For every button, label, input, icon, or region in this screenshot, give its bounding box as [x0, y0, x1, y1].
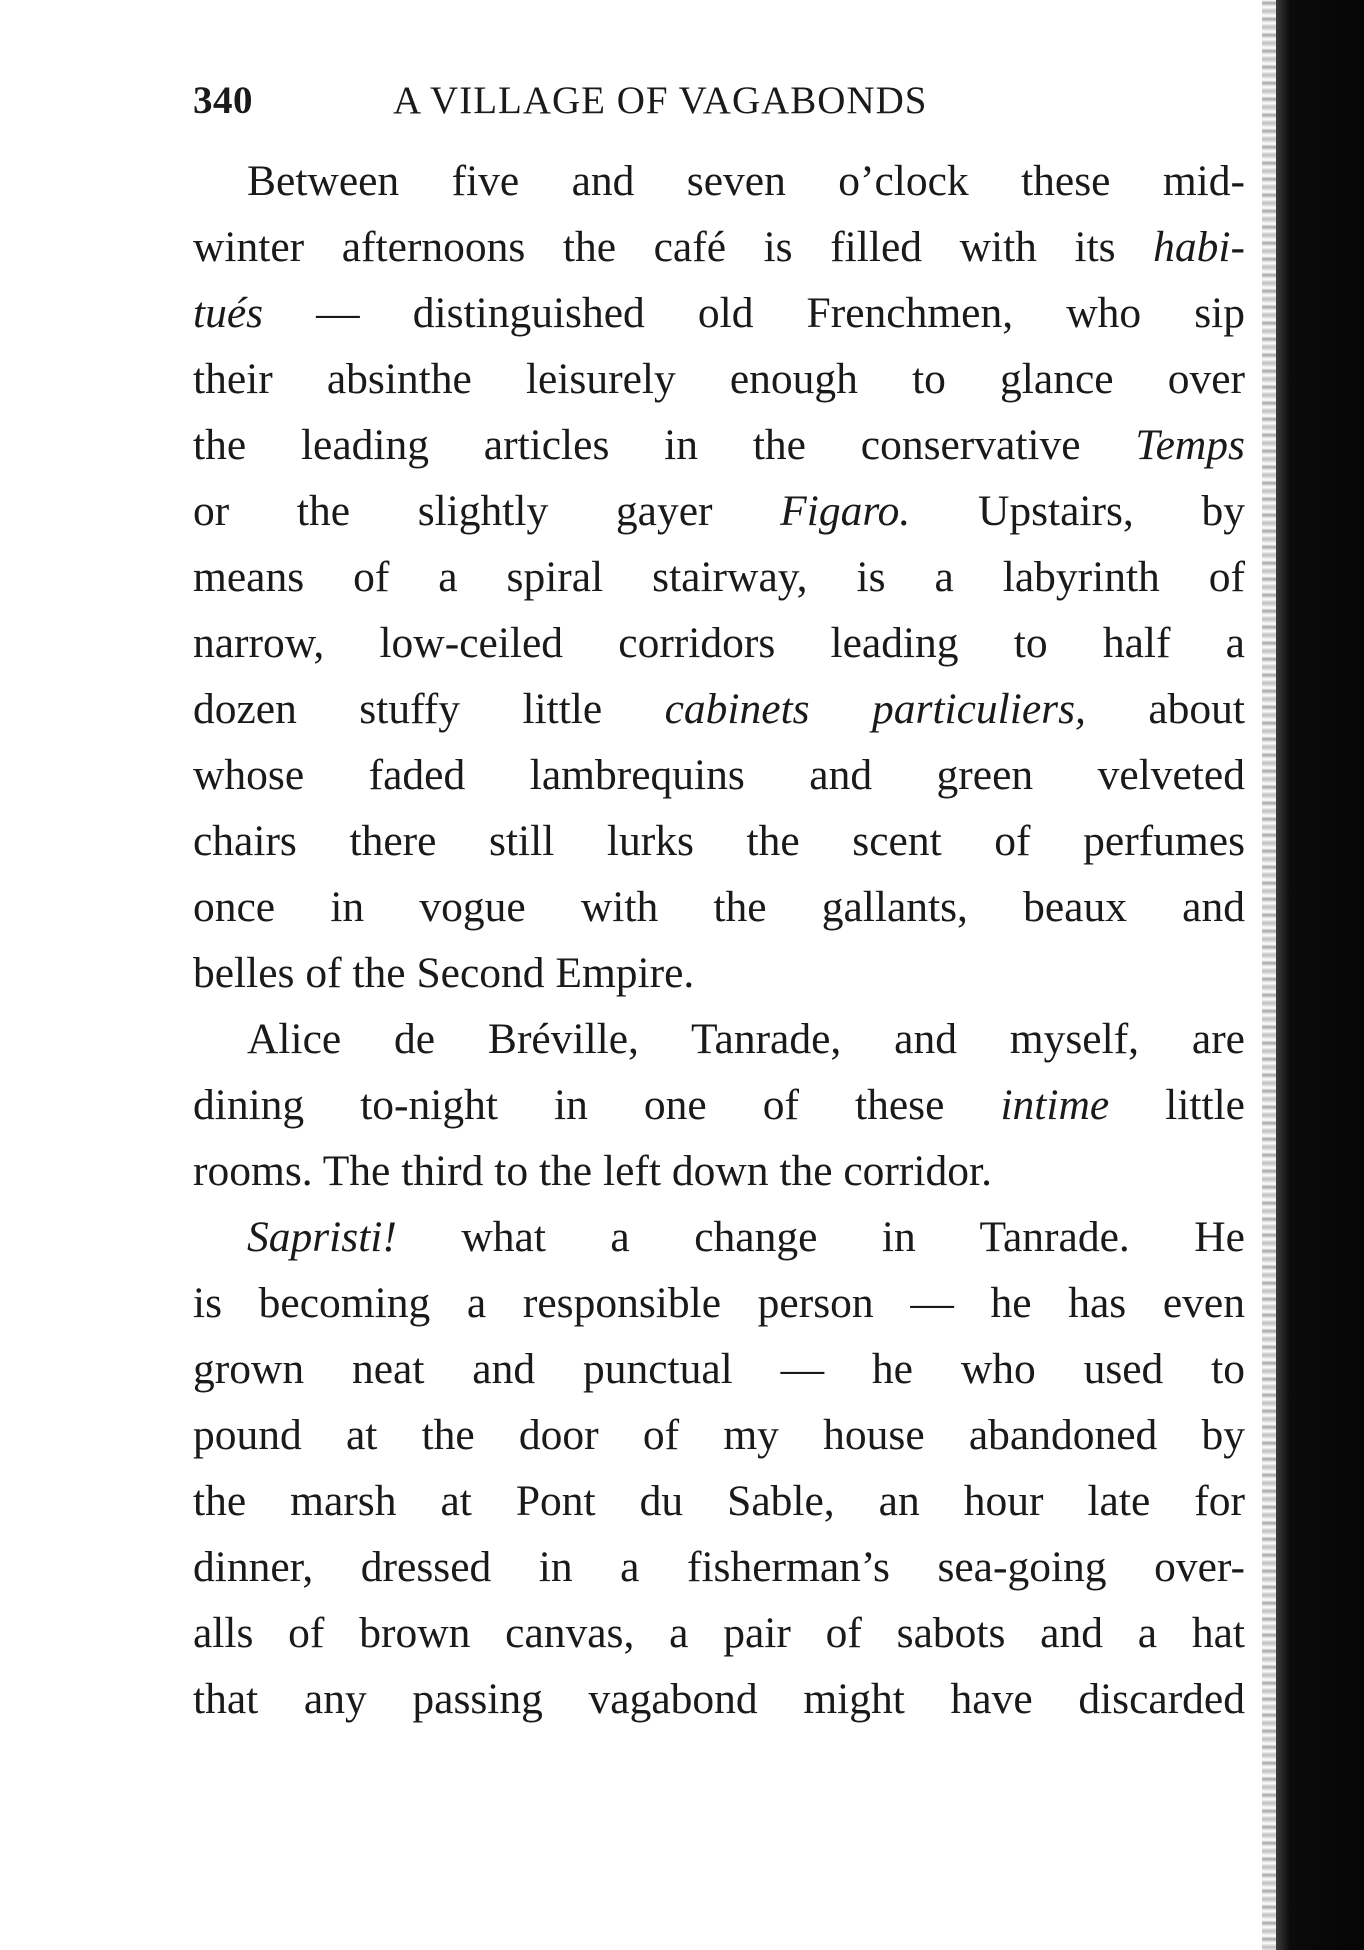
italic-phrase: cabinets particuliers,: [664, 685, 1086, 733]
italic-phrase: tués: [193, 289, 264, 337]
text-line: pound at the door of my house abandoned by: [193, 1411, 1245, 1459]
text-line: means of a spiral stairway, is a labyrinth of: [193, 553, 1245, 601]
paragraph: [193, 148, 1245, 1006]
text-line: once in vogue with the gallants, beaux and: [193, 883, 1245, 931]
text-line: rooms. The third to the left down the corridor.: [193, 1147, 992, 1195]
text-line: or the slightly gayer Figaro. Upstairs, by: [193, 487, 1245, 535]
page-number: 340: [193, 79, 253, 122]
text-line: narrow, low-ceiled corridors leading to half a: [193, 619, 1245, 667]
text-line: the marsh at Pont du Sable, an hour late for: [193, 1477, 1245, 1525]
italic-phrase: intime: [1000, 1081, 1110, 1129]
text-line: chairs there still lurks the scent of perfumes: [193, 817, 1245, 865]
book-title: A VILLAGE OF VAGABONDS: [393, 79, 928, 122]
text-line: dozen stuffy little cabinets particuliers, about: [193, 685, 1245, 733]
text-line: Alice de Bréville, Tanrade, and myself, are: [247, 1015, 1245, 1063]
paragraph: [193, 1006, 1245, 1204]
text-line: that any passing vagabond might have discarded: [193, 1675, 1245, 1723]
italic-phrase: Sapristi!: [247, 1213, 397, 1261]
running-head: [193, 78, 1245, 128]
text-line: alls of brown canvas, a pair of sabots and a hat: [193, 1609, 1245, 1657]
text-line: belles of the Second Empire.: [193, 949, 695, 997]
text-line: Between five and seven o’clock these mid-: [247, 157, 1245, 205]
text-line: is becoming a responsible person — he has even: [193, 1279, 1245, 1327]
text-line: tués — distinguished old Frenchmen, who sip: [193, 289, 1245, 337]
paragraph: [193, 1204, 1245, 1732]
text-line: grown neat and punctual — he who used to: [193, 1345, 1245, 1393]
text-line: dinner, dressed in a fisherman’s sea-going over-: [193, 1543, 1245, 1591]
text-line: the leading articles in the conservative Temps: [193, 421, 1245, 469]
text-line: dining to-night in one of these intime little: [193, 1081, 1245, 1129]
scan-edge: [1276, 0, 1364, 1950]
text-line: whose faded lambrequins and green velveted: [193, 751, 1245, 799]
text-line: Sapristi! what a change in Tanrade. He: [247, 1213, 1245, 1261]
italic-phrase: Figaro.: [780, 487, 911, 535]
italic-phrase: Temps: [1135, 421, 1245, 469]
body-text: [193, 148, 1245, 1732]
text-line: their absinthe leisurely enough to glance over: [193, 355, 1245, 403]
italic-phrase: habi-: [1153, 223, 1245, 271]
text-line: winter afternoons the café is filled with its habi-: [193, 223, 1245, 271]
